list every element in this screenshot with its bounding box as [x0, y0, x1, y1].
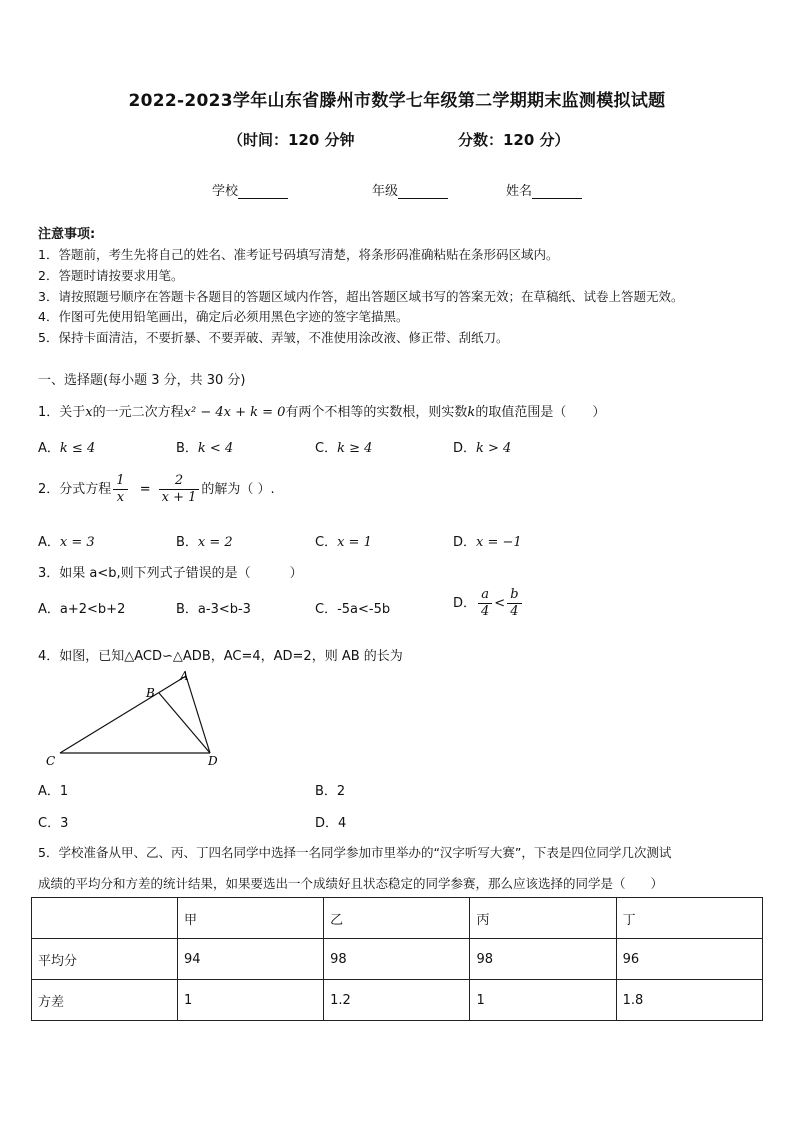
fraction-denominator: 4 — [510, 604, 519, 619]
option-expr: x = 1 — [337, 535, 372, 550]
q2-fraction-1 — [113, 473, 127, 506]
table-cell: 平均分 — [32, 939, 178, 980]
table-cell: 乙 — [324, 898, 470, 939]
page-title: 2022-2023学年山东省滕州市数学七年级第二学期期末监测模拟试题 — [128, 91, 666, 111]
option-label: B． — [176, 602, 198, 617]
segment-ca — [60, 676, 186, 753]
q3-option-a[interactable] — [38, 598, 125, 617]
fraction-numerator: a — [478, 587, 492, 604]
q2-option-d[interactable] — [453, 531, 522, 550]
q1-option-d[interactable] — [453, 437, 511, 456]
option-label: B． — [315, 784, 337, 799]
option-expr: k ≥ 4 — [337, 441, 373, 456]
q1-end: 的取值范围是（ ） — [475, 405, 606, 420]
q1-var-k: k — [467, 405, 476, 420]
option-expr: k > 4 — [476, 441, 512, 456]
table-cell: 方差 — [32, 980, 178, 1021]
q1-option-a[interactable] — [38, 437, 95, 456]
option-label: A． — [38, 535, 60, 550]
option-expr: 4 — [338, 816, 347, 831]
q1-mid: 的一元二次方程 — [92, 405, 184, 420]
grade-blank[interactable] — [398, 184, 448, 199]
exam-score: 分数：120 分） — [458, 131, 570, 149]
table-cell: 丁 — [616, 898, 762, 939]
fraction-denominator: x — [116, 490, 125, 505]
q1-option-b[interactable] — [176, 437, 233, 456]
table-cell: 甲 — [177, 898, 323, 939]
option-expr: k ≤ 4 — [59, 441, 96, 456]
q1-var-x: x — [85, 405, 93, 420]
q4-option-c[interactable] — [38, 812, 68, 831]
fraction-denominator: 4 — [481, 604, 490, 619]
option-label: D． — [453, 441, 477, 456]
vertex-label-d: D — [208, 754, 218, 768]
note-item: 1．答题前，考生先将自己的姓名、准考证号码填写清楚，将条形码准确粘贴在条形码区域内。 — [38, 247, 559, 262]
question-1-stem — [38, 401, 605, 420]
q2-fraction-2 — [159, 473, 200, 506]
option-expr: a-3<b-3 — [197, 602, 251, 617]
option-expr: x = 3 — [59, 535, 95, 550]
q2-option-b[interactable] — [176, 531, 233, 550]
option-expr: 2 — [336, 784, 346, 799]
table-cell — [32, 898, 178, 939]
fraction-numerator: 2 — [159, 473, 200, 490]
name-label: 姓名 — [506, 184, 533, 199]
grade-label: 年级 — [372, 184, 399, 199]
q4-option-d[interactable] — [315, 812, 346, 831]
question-5-stem-line-1: 5．学校准备从甲、乙、丙、丁四名同学中选择一名同学参加市里举办的“汉字听写大赛”，下表是四位同学几次测试 — [38, 845, 672, 860]
q1-option-c[interactable] — [315, 437, 372, 456]
q3-d-fraction-a — [478, 587, 492, 620]
school-field — [212, 180, 288, 199]
option-expr: x = 2 — [197, 535, 233, 550]
q1-equation: x² − 4x + k = 0 — [183, 405, 286, 420]
q2-option-c[interactable] — [315, 531, 372, 550]
vertex-label-a: A — [180, 669, 189, 683]
option-expr: x = −1 — [476, 535, 522, 550]
option-label: C． — [315, 535, 338, 550]
exam-time: （时间：120 分钟 — [228, 131, 355, 149]
segment-ad — [186, 676, 210, 753]
vertex-label-c: C — [46, 754, 56, 768]
option-label: A． — [38, 784, 60, 799]
fraction-numerator: 1 — [113, 473, 127, 490]
option-label: C． — [315, 602, 338, 617]
option-expr: a+2<b+2 — [59, 602, 126, 617]
fraction-denominator: x + 1 — [161, 490, 197, 505]
note-item: 5．保持卡面清洁，不要折暴、不要弄破、弄皱，不准使用涂改液、修正带、刮纸刀。 — [38, 330, 509, 345]
table-cell: 1.2 — [324, 980, 470, 1021]
option-expr: 1 — [59, 784, 69, 799]
question-4-stem: 4．如图，已知△ACD∽△ADB，AC=4，AD=2，则 AB 的长为 — [38, 649, 403, 664]
table-cell: 1.8 — [616, 980, 762, 1021]
notes-heading: 注意事项: — [38, 227, 96, 242]
option-label: A． — [38, 441, 60, 456]
table-cell: 1 — [177, 980, 323, 1021]
q2-equals: = — [139, 482, 151, 497]
table-cell: 98 — [324, 939, 470, 980]
vertex-label-b: B — [146, 686, 155, 700]
q2-option-a[interactable] — [38, 531, 95, 550]
option-expr: 3 — [60, 816, 69, 831]
q3-option-b[interactable] — [176, 598, 251, 617]
segment-bd — [159, 693, 210, 753]
table-cell: 98 — [470, 939, 616, 980]
name-field — [506, 180, 582, 199]
q1-post: 有两个不相等的实数根，则实数 — [285, 405, 468, 420]
table-header-row — [32, 898, 763, 939]
option-label: D． — [453, 535, 477, 550]
option-label: B． — [176, 535, 198, 550]
table-row — [32, 980, 763, 1021]
stats-table — [31, 897, 763, 1021]
question-2-stem — [38, 473, 275, 506]
question-3-stem: 3．如果 a<b,则下列式子错误的是（ ） — [38, 566, 303, 581]
table-row — [32, 939, 763, 980]
q2-pre: 2．分式方程 — [38, 482, 112, 497]
note-item: 4．作图可先使用铅笔画出，确定后必须用黑色字迹的签字笔描黑。 — [38, 309, 409, 324]
table-cell: 96 — [616, 939, 762, 980]
q2-post: 的解为（ ）. — [201, 482, 275, 497]
table-cell: 1 — [470, 980, 616, 1021]
fraction-numerator: b — [507, 587, 521, 604]
option-expr: k < 4 — [197, 441, 234, 456]
option-label: C． — [38, 816, 61, 831]
option-label: A． — [38, 602, 60, 617]
question-5-stem-line-2: 成绩的平均分和方差的统计结果，如果要选出一个成绩好且状态稳定的同学参赛，那么应该选择的同学是（ ） — [38, 876, 664, 891]
option-label: D． — [315, 816, 339, 831]
option-label: C． — [315, 441, 338, 456]
table-cell: 94 — [177, 939, 323, 980]
q3-option-c[interactable] — [315, 598, 390, 617]
section-title: 一、选择题(每小题 3 分，共 30 分) — [38, 373, 246, 388]
grade-field — [372, 180, 448, 199]
school-label: 学校 — [212, 184, 239, 199]
triangle-figure — [40, 666, 230, 772]
q4-option-a[interactable] — [38, 780, 68, 799]
school-blank[interactable] — [238, 184, 288, 199]
option-label: D． — [453, 596, 477, 611]
q1-pre: 1．关于 — [38, 405, 86, 420]
q4-option-b[interactable] — [315, 780, 345, 799]
q3-option-d[interactable] — [453, 587, 524, 620]
q3-d-fraction-b — [507, 587, 521, 620]
option-expr: -5a<-5b — [337, 602, 391, 617]
note-item: 2．答题时请按要求用笔。 — [38, 268, 184, 283]
less-than-sign: < — [494, 596, 506, 611]
option-label: B． — [176, 441, 198, 456]
note-item: 3．请按照题号顺序在答题卡各题目的答题区域内作答，超出答题区域书写的答案无效；在草稿纸、试卷上答题无效。 — [38, 289, 684, 304]
name-blank[interactable] — [532, 184, 582, 199]
table-cell: 丙 — [470, 898, 616, 939]
